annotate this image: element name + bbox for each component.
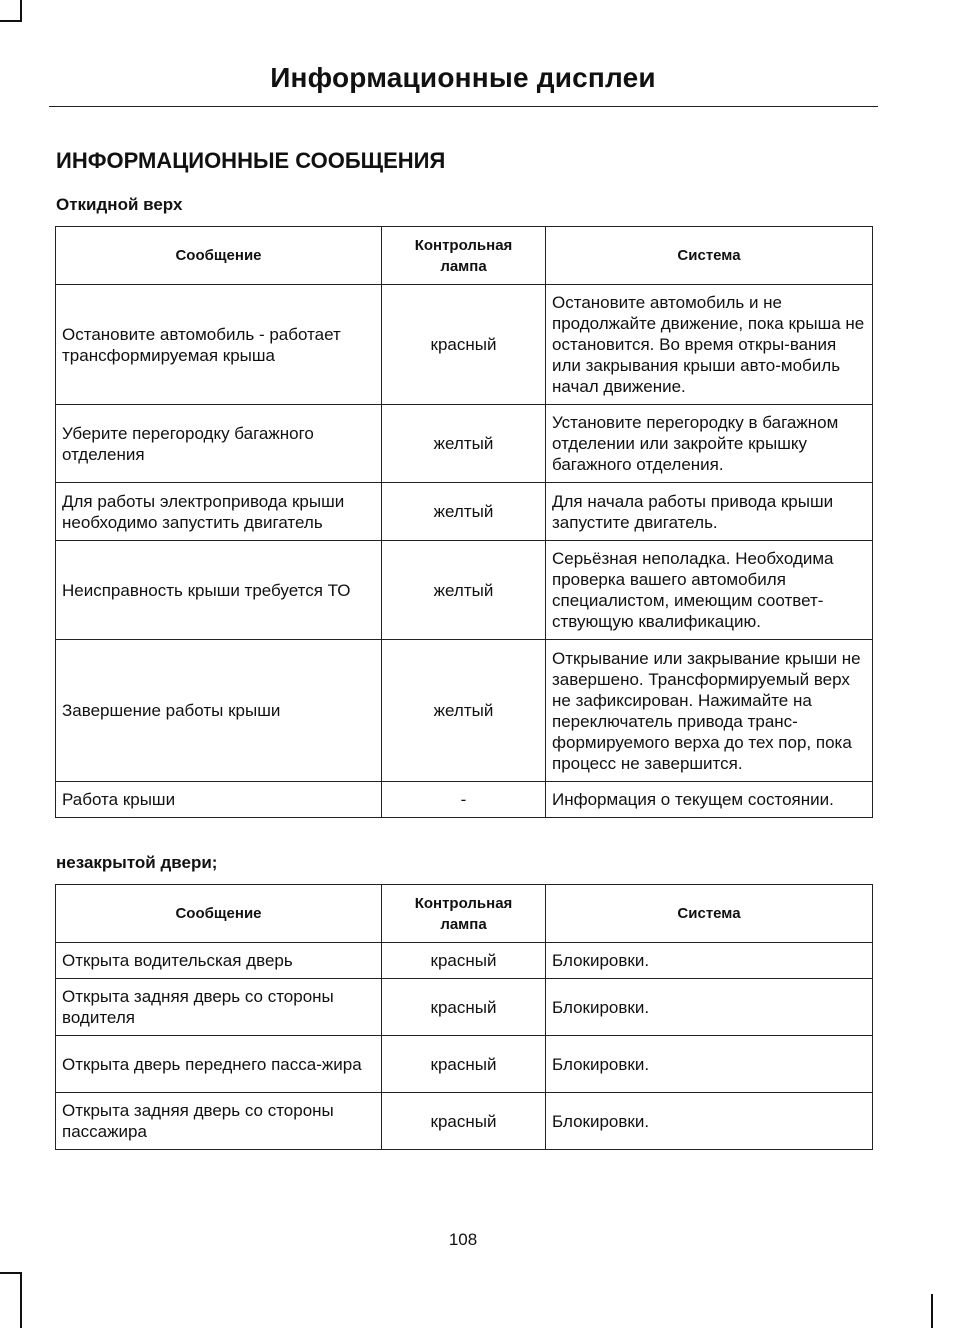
message-cell: Для работы электропривода крыши необходимо запустить двигатель xyxy=(56,483,382,541)
column-header-warning-lamp-label: Контрольная лампа xyxy=(414,236,513,275)
table-row xyxy=(56,1093,873,1150)
table-row xyxy=(56,640,873,782)
lamp-cell: красный xyxy=(382,1036,546,1093)
table-row xyxy=(56,782,873,818)
table2-heading: незакрытой двери; xyxy=(56,853,218,872)
system-cell: Для начала работы привода крыши запустите двигатель. xyxy=(546,483,873,541)
title-divider xyxy=(49,106,878,107)
message-cell: Остановите автомобиль - работает трансформируемая крыша xyxy=(56,285,382,405)
message-cell: Открыта водительская дверь xyxy=(56,943,382,979)
system-cell: Информация о текущем состоянии. xyxy=(546,782,873,818)
crop-mark-top-left-vertical xyxy=(20,0,22,22)
column-header-message: Сообщение xyxy=(56,227,382,285)
system-cell: Блокировки. xyxy=(546,1036,873,1093)
crop-mark-bottom-left-vertical xyxy=(20,1272,22,1328)
column-header-warning-lamp xyxy=(382,885,546,943)
system-cell: Установите перегородку в багажном отделении или закройте крышку багажного отделения. xyxy=(546,405,873,483)
table-row xyxy=(56,483,873,541)
table1-heading: Откидной верх xyxy=(56,195,183,214)
message-cell: Неисправность крыши требуется ТО xyxy=(56,541,382,640)
message-cell: Работа крыши xyxy=(56,782,382,818)
table-row xyxy=(56,285,873,405)
table-row xyxy=(56,405,873,483)
page-title: Информационные дисплеи xyxy=(270,62,656,93)
system-cell: Серьёзная неполадка. Необходима проверка вашего автомобиля специалистом, имеющим соответ-ствующую квалификацию. xyxy=(546,541,873,640)
crop-mark-bottom-right-vertical xyxy=(931,1294,933,1328)
table-row xyxy=(56,943,873,979)
page-number: 108 xyxy=(448,1230,478,1249)
table-row xyxy=(56,541,873,640)
section-title: ИНФОРМАЦИОННЫЕ СООБЩЕНИЯ xyxy=(56,148,446,173)
message-cell: Открыта задняя дверь со стороны пассажира xyxy=(56,1093,382,1150)
crop-mark-top-left-horizontal xyxy=(0,20,22,22)
lamp-cell: желтый xyxy=(382,483,546,541)
system-cell: Блокировки. xyxy=(546,979,873,1036)
door-ajar-messages-table xyxy=(55,884,873,1150)
lamp-cell: желтый xyxy=(382,405,546,483)
lamp-cell: красный xyxy=(382,285,546,405)
lamp-cell: желтый xyxy=(382,640,546,782)
table-header-row xyxy=(56,227,873,285)
lamp-cell: желтый xyxy=(382,541,546,640)
column-header-message: Сообщение xyxy=(56,885,382,943)
system-cell: Блокировки. xyxy=(546,943,873,979)
convertible-roof-messages-table xyxy=(55,226,873,818)
table-row xyxy=(56,1036,873,1093)
column-header-warning-lamp-label: Контрольная лампа xyxy=(414,894,513,933)
lamp-cell: красный xyxy=(382,979,546,1036)
system-cell: Остановите автомобиль и не продолжайте движение, пока крыша не остановится. Во время откры-вания или закрывания крыши авто-мобиль начал движение. xyxy=(546,285,873,405)
message-cell: Завершение работы крыши xyxy=(56,640,382,782)
lamp-cell: - xyxy=(382,782,546,818)
message-cell: Открыта дверь переднего пасса-жира xyxy=(56,1036,382,1093)
message-cell: Уберите перегородку багажного отделения xyxy=(56,405,382,483)
table-header-row xyxy=(56,885,873,943)
column-header-system: Система xyxy=(546,885,873,943)
column-header-warning-lamp xyxy=(382,227,546,285)
crop-mark-bottom-left-horizontal xyxy=(0,1272,22,1274)
system-cell: Открывание или закрывание крыши не завершено. Трансформируемый верх не зафиксирован. Нажимайте на переключатель привода транс-формируемого верха до тех пор, пока процесс не завершится. xyxy=(546,640,873,782)
message-cell: Открыта задняя дверь со стороны водителя xyxy=(56,979,382,1036)
column-header-system: Система xyxy=(546,227,873,285)
system-cell: Блокировки. xyxy=(546,1093,873,1150)
lamp-cell: красный xyxy=(382,1093,546,1150)
lamp-cell: красный xyxy=(382,943,546,979)
table-row xyxy=(56,979,873,1036)
